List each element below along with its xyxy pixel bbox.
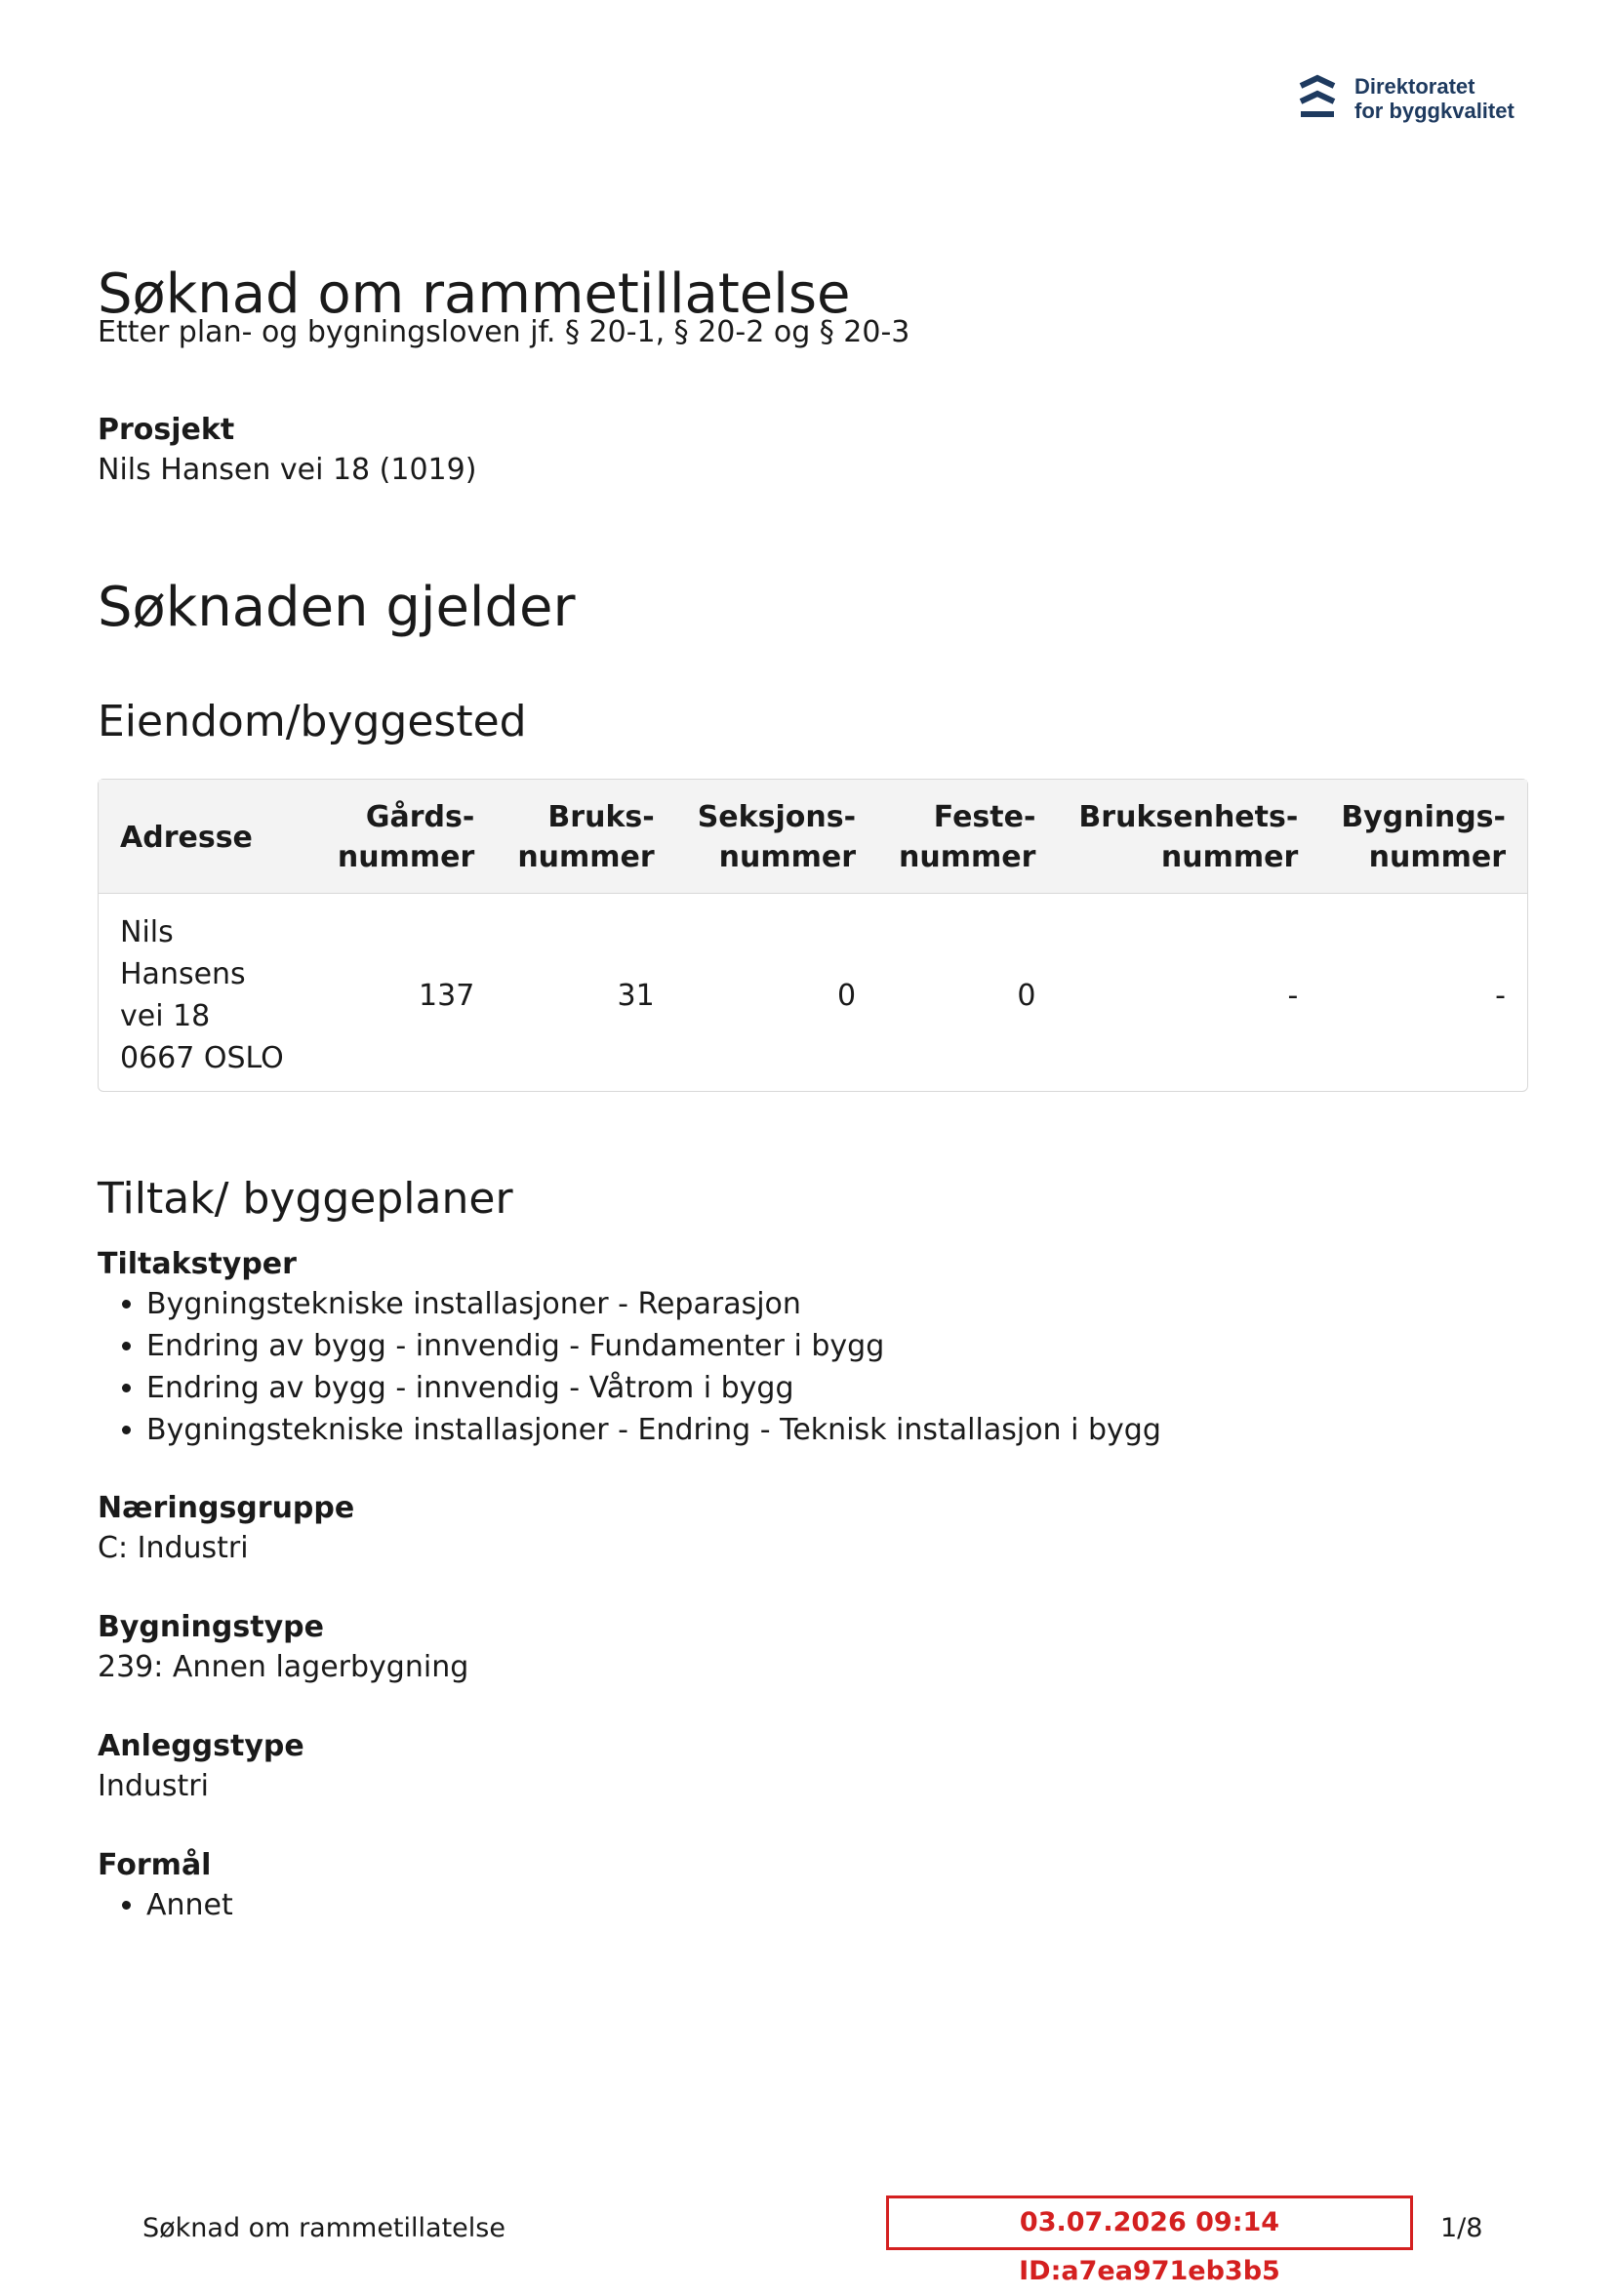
list-item: • Bygningstekniske installasjoner - Endring - Teknisk installasjon i bygg (146, 1409, 1528, 1451)
list-item: • Annet (146, 1884, 1528, 1926)
table-row (99, 893, 1527, 1091)
tiltakstyper-label: Tiltakstyper (98, 1247, 297, 1281)
bygningstype-block (98, 1609, 1528, 1689)
tiltak-heading: Tiltak/ byggeplaner (98, 1174, 513, 1224)
document-subtitle: Etter plan- og bygningsloven jf. § 20-1, § 20-2 og § 20-3 (98, 315, 910, 349)
naeringsgruppe-label: Næringsgruppe (98, 1491, 355, 1525)
prosjekt-label: Prosjekt (98, 413, 235, 447)
cell-feste: 0 (877, 893, 1057, 1091)
cell-bygnings: - (1319, 893, 1527, 1091)
document-content (98, 263, 1528, 1926)
footer-title: Søknad om rammetillatelse (142, 2213, 505, 2243)
naeringsgruppe-value: C: Industri (98, 1531, 249, 1565)
timestamp-id-stamp: 03.07.2026 09:14 ID:a7ea971eb3b5 (886, 2195, 1413, 2250)
col-gards: Gårds- nummer (316, 780, 496, 893)
section-heading: Søknaden gjelder (98, 576, 576, 639)
table-header-row (99, 780, 1527, 893)
dibk-logo-icon (1298, 74, 1337, 123)
logo-text (1354, 74, 1515, 123)
page-number: 1/8 (1440, 2213, 1483, 2243)
naeringsgruppe-block (98, 1490, 1528, 1570)
eiendom-table (98, 779, 1528, 1092)
cell-bruksenhets: - (1057, 893, 1319, 1091)
tiltakstyper-block (98, 1246, 1528, 1451)
col-seksjons: Seksjons- nummer (676, 780, 877, 893)
cell-adresse: Nils Hansens vei 18 0667 OSLO (99, 893, 316, 1091)
col-adresse: Adresse (99, 780, 316, 893)
tiltakstyper-list (98, 1283, 1528, 1451)
col-bruksenhets: Bruksenhets- nummer (1057, 780, 1319, 893)
anleggstype-block (98, 1728, 1528, 1808)
formal-block (98, 1847, 1528, 1926)
list-item: • Endring av bygg - innvendig - Våtrom i bygg (146, 1367, 1528, 1409)
page-footer (0, 2195, 1616, 2286)
col-feste: Feste- nummer (877, 780, 1057, 893)
bygningstype-value: 239: Annen lagerbygning (98, 1650, 469, 1684)
bygningstype-label: Bygningstype (98, 1610, 324, 1644)
formal-list (98, 1884, 1528, 1926)
anleggstype-value: Industri (98, 1769, 209, 1803)
cell-seksjons: 0 (676, 893, 877, 1091)
prosjekt-block (98, 412, 1528, 492)
logo-line-2: for byggkvalitet (1354, 99, 1515, 123)
col-bruks: Bruks- nummer (496, 780, 675, 893)
list-item: • Bygningstekniske installasjoner - Reparasjon (146, 1283, 1528, 1325)
cell-bruks: 31 (496, 893, 675, 1091)
col-bygnings: Bygnings- nummer (1319, 780, 1527, 893)
anleggstype-label: Anleggstype (98, 1729, 304, 1763)
list-item: • Endring av bygg - innvendig - Fundamenter i bygg (146, 1325, 1528, 1367)
logo-line-1: Direktoratet (1354, 74, 1475, 99)
eiendom-heading: Eiendom/byggested (98, 697, 527, 746)
prosjekt-value: Nils Hansen vei 18 (1019) (98, 453, 477, 487)
cell-gards: 137 (316, 893, 496, 1091)
formal-label: Formål (98, 1848, 212, 1882)
document-title: Søknad om rammetillatelse (98, 262, 851, 326)
dibk-logo (1298, 74, 1515, 123)
